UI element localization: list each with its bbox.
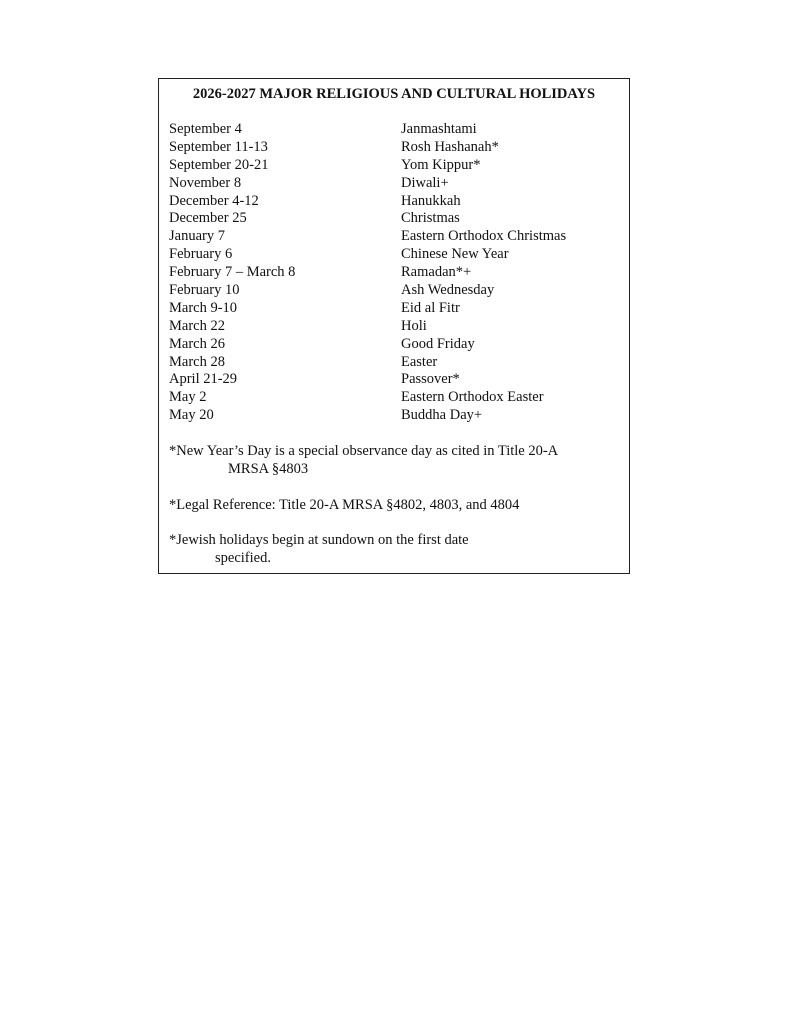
holiday-date: April 21-29 [169,371,238,388]
holiday-row [169,246,619,264]
holiday-row [169,157,619,175]
holiday-date: March 26 [169,335,225,352]
holiday-row [169,175,619,193]
jewish-holidays-note [169,531,619,567]
holiday-date: March 22 [169,317,225,334]
holiday-name: Chinese New Year [401,246,509,263]
holiday-row [169,318,619,336]
holiday-name: Passover* [401,371,460,388]
holiday-row [169,407,619,425]
holiday-date: December 4-12 [169,192,259,209]
legal-reference-note [169,496,619,514]
legal-reference-text: *Legal Reference: Title 20-A MRSA §4802, 4803, and 4804 [169,497,520,513]
document-title: 2026-2027 MAJOR RELIGIOUS AND CULTURAL HOLIDAYS [192,86,596,102]
holiday-date: November 8 [169,174,242,191]
holiday-row [169,139,619,157]
holiday-name: Easter [401,353,438,370]
holiday-name: Eid al Fitr [401,299,460,316]
holiday-date: September 20-21 [169,156,269,173]
holiday-name: Hanukkah [401,192,461,209]
holiday-name: Buddha Day+ [401,407,483,424]
holiday-row [169,282,619,300]
holiday-date: September 11-13 [169,138,268,155]
new-years-note-line1: *New Year’s Day is a special observance day as cited in Title 20-A [169,443,559,459]
holiday-row [169,336,619,354]
holiday-row [169,354,619,372]
holiday-date: December 25 [169,210,247,227]
holiday-row [169,121,619,139]
holiday-row [169,228,619,246]
jewish-holidays-note-line1: *Jewish holidays begin at sundown on the first date [169,532,469,548]
holiday-name: Rosh Hashanah* [401,138,499,155]
holiday-box [158,78,630,574]
holiday-name: Diwali+ [401,174,449,191]
holiday-list [169,121,619,425]
new-years-note-line2: MRSA §4803 [228,461,309,477]
holiday-name: Eastern Orthodox Easter [401,389,544,406]
holiday-row [169,371,619,389]
holiday-name: Janmashtami [401,121,477,137]
holiday-name: Christmas [401,210,460,227]
holiday-name: Eastern Orthodox Christmas [401,228,567,245]
holiday-date: May 20 [169,407,214,424]
holiday-name: Holi [401,317,427,334]
holiday-row [169,193,619,211]
holiday-date: February 6 [169,246,233,263]
holiday-date: February 10 [169,282,240,299]
holiday-date: February 7 – March 8 [169,264,296,281]
holiday-date: January 7 [169,228,225,245]
holiday-row [169,264,619,282]
holiday-date: March 9-10 [169,299,238,316]
holiday-name: Good Friday [401,335,475,352]
holiday-name: Ash Wednesday [401,282,495,299]
holiday-name: Ramadan*+ [401,264,472,281]
holiday-row [169,300,619,318]
holiday-row [169,389,619,407]
holiday-date: May 2 [169,389,207,406]
holiday-date: March 28 [169,353,225,370]
holiday-row [169,210,619,228]
jewish-holidays-note-line2: specified. [215,550,271,566]
holiday-name: Yom Kippur* [401,156,481,173]
holiday-date: September 4 [169,121,242,137]
new-years-note [169,442,619,478]
